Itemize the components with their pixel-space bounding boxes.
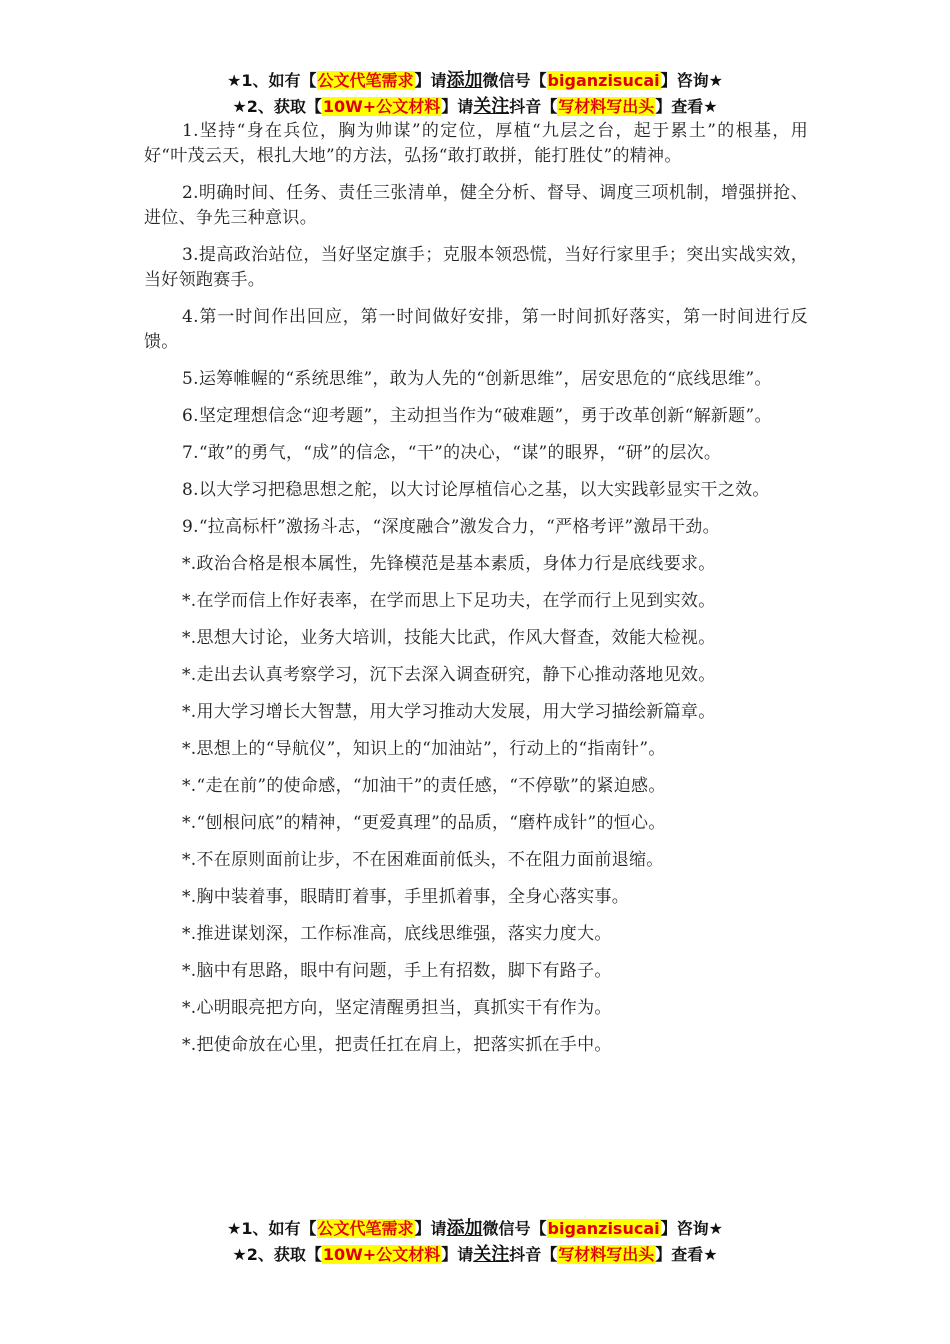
banner-text: 】咨询★ [660, 71, 723, 90]
underlined-word: 添加 [446, 1218, 483, 1239]
banner-text: 】查看★ [655, 97, 718, 116]
list-item: *.“走在前”的使命感，“加油干”的责任感，“不停歇”的紧迫感。 [182, 776, 666, 796]
banner-text: ★1、如有【 [227, 71, 317, 90]
banner-line-2 [100, 94, 850, 120]
banner-text: 】请 [414, 1219, 447, 1238]
banner-line-2 [100, 1242, 850, 1268]
header-banner [100, 68, 850, 120]
banner-text: 抖音【 [509, 1245, 558, 1264]
highlight-materials: 10W+公文材料 [322, 1245, 441, 1264]
list-item: *.思想大讨论，业务大培训，技能大比武，作风大督查，效能大检视。 [182, 628, 716, 648]
banner-text: 抖音【 [509, 97, 558, 116]
paragraph: 4.第一时间作出回应，第一时间做好安排，第一时间抓好落实，第一时间进行反馈。 [144, 307, 808, 352]
paragraph: 2.明确时间、任务、责任三张清单，健全分析、督导、调度三项机制，增强拼抢、进位、争先三种意识。 [144, 183, 808, 228]
banner-line-1 [100, 68, 850, 94]
banner-text: ★2、获取【 [232, 1245, 322, 1264]
list-item: *.思想上的“导航仪”，知识上的“加油站”，行动上的“指南针”。 [182, 739, 666, 759]
list-item: *.在学而信上作好表率，在学而思上下足功夫，在学而行上见到实效。 [182, 591, 716, 611]
document-body [144, 119, 808, 1070]
list-item: *.走出去认真考察学习，沉下去深入调查研究，静下心推动落地见效。 [182, 665, 716, 685]
paragraph: 6.坚定理想信念“迎考题”，主动担当作为“破难题”，勇于改革创新“解新题”。 [182, 406, 772, 426]
list-item: *.不在原则面前让步，不在困难面前低头，不在阻力面前退缩。 [182, 850, 664, 870]
list-item: *.用大学习增长大智慧，用大学习推动大发展，用大学习描绘新篇章。 [182, 702, 716, 722]
paragraph: 1.坚持“身在兵位，胸为帅谋”的定位，厚植“九层之台，起于累土”的根基，用好“叶茂云天，根扎大地”的方法，弘扬“敢打敢拼，能打胜仗”的精神。 [144, 121, 808, 166]
highlight-wechat-id: biganzisucai [547, 71, 660, 90]
banner-text: 】请 [441, 97, 474, 116]
list-item: *.政治合格是根本属性，先锋模范是基本素质，身体力行是底线要求。 [182, 554, 716, 574]
paragraph: 5.运筹帷幄的“系统思维”，敢为人先的“创新思维”，居安思危的“底线思维”。 [182, 369, 772, 389]
list-item: *.脑中有思路，眼中有问题，手上有招数，脚下有路子。 [182, 961, 612, 981]
list-item: *.“刨根问底”的精神，“更爱真理”的品质，“磨杵成针”的恒心。 [182, 813, 666, 833]
underlined-word: 添加 [446, 70, 483, 91]
paragraph: 9.“拉高标杆”激扬斗志，“深度融合”激发合力，“严格考评”激昂干劲。 [182, 517, 720, 537]
banner-text: 】请 [441, 1245, 474, 1264]
highlight-service: 公文代笔需求 [317, 1219, 414, 1238]
banner-text: 微信号【 [482, 1219, 547, 1238]
highlight-wechat-id: biganzisucai [547, 1219, 660, 1238]
highlight-douyin-account: 写材料写出头 [558, 1245, 655, 1264]
list-item: *.把使命放在心里，把责任扛在肩上，把落实抓在手中。 [182, 1035, 612, 1055]
footer-banner [100, 1216, 850, 1268]
paragraph: 7.“敢”的勇气，“成”的信念，“干”的决心，“谋”的眼界，“研”的层次。 [182, 443, 722, 463]
banner-text: 】查看★ [655, 1245, 718, 1264]
banner-text: ★2、获取【 [232, 97, 322, 116]
list-item: *.胸中装着事，眼睛盯着事，手里抓着事，全身心落实事。 [182, 887, 630, 907]
paragraph: 8.以大学习把稳思想之舵，以大讨论厚植信心之基，以大实践彰显实干之效。 [182, 480, 770, 500]
paragraph: 3.提高政治站位，当好坚定旗手；克服本领恐慌，当好行家里手；突出实战实效，当好领跑赛手。 [144, 245, 808, 290]
list-item: *.推进谋划深，工作标准高，底线思维强，落实力度大。 [182, 924, 612, 944]
highlight-douyin-account: 写材料写出头 [558, 97, 655, 116]
highlight-materials: 10W+公文材料 [322, 97, 441, 116]
highlight-service: 公文代笔需求 [317, 71, 414, 90]
banner-text: 】咨询★ [660, 1219, 723, 1238]
banner-text: 】请 [414, 71, 447, 90]
underlined-word: 关注 [473, 96, 510, 117]
list-item: *.心明眼亮把方向，坚定清醒勇担当，真抓实干有作为。 [182, 998, 612, 1018]
banner-text: ★1、如有【 [227, 1219, 317, 1238]
banner-line-1 [100, 1216, 850, 1242]
banner-text: 微信号【 [482, 71, 547, 90]
underlined-word: 关注 [473, 1244, 510, 1265]
